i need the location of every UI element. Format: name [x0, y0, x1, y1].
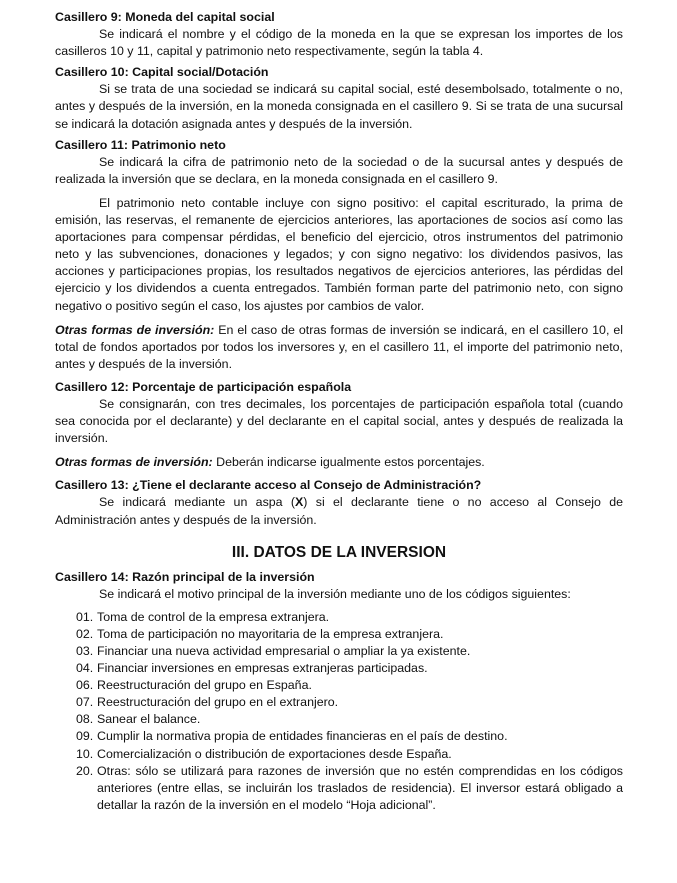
casillero-10-body: Si se trata de una sociedad se indicará su capital social, esté desembolsado, totalmente o no, antes y después de la inversión, en la moneda consignada en el casillero 9. Si se trata de una sucursal se indicará la dotación asignada antes y después de la inversión.	[55, 82, 623, 131]
list-item	[76, 746, 623, 763]
list-item	[76, 643, 623, 660]
list-item	[76, 626, 623, 643]
casillero-14-heading: Casillero 14: Razón principal de la inversión	[55, 569, 315, 584]
reason-codes-list	[55, 609, 623, 814]
casillero-11-body-2: El patrimonio neto contable incluye con signo positivo: el capital escriturado, la prima de emisión, las reservas, el remanente de ejercicios anteriores, las aportaciones de socios así como las aportaciones para compensar pérdidas, el beneficio del ejercicio, otros instrumentos del patrimonio neto y las subvenciones, donaciones y legados; y con signo negativo: los dividendos pasivos, las acciones y participaciones propias, los resultados negativos de ejercicios anteriores, las pérdidas del ejercicio y los dividendos a cuenta entregados. También forman parte del patrimonio neto, con signo negativo o positivo según el caso, los ajustes por cambios de valor.	[55, 195, 623, 313]
code-text: Sanear el balance.	[97, 712, 201, 727]
casillero-9-heading: Casillero 9: Moneda del capital social	[55, 10, 275, 24]
casillero-11-other-forms	[55, 322, 623, 373]
casillero-12-heading: Casillero 12: Porcentaje de participación española	[55, 379, 352, 394]
code-number: 07.	[76, 695, 94, 710]
other-forms-text: Deberán indicarse igualmente estos porcentajes.	[212, 455, 485, 470]
other-forms-text: En el caso de otras formas de inversión se indicará, en el casillero 10, el total de fondos aportados por todos los inversores y, en el casillero 11, el importe del patrimonio neto, antes y después de la inversión.	[55, 322, 623, 371]
code-number: 09.	[76, 729, 94, 744]
code-number: 01.	[76, 609, 94, 624]
casillero-9-body: Se indicará el nombre y el código de la moneda en la que se expresan los importes de los casilleros 10 y 11, capital y patrimonio neto respectivamente, según la tabla 4.	[55, 27, 623, 59]
code-text: Financiar inversiones en empresas extranjeras participadas.	[97, 661, 428, 676]
code-text: Toma de control de la empresa extranjera.	[97, 609, 330, 624]
document-page	[55, 9, 623, 814]
code-number: 03.	[76, 644, 94, 658]
code-text: Otras: sólo se utilizará para razones de inversión que no estén comprendidas en los códigos anteriores (entre ellas, se incluirán los traslados de residencia). El inversor estará obligado a detallar la razón de la inversión en el modelo “Hoja adicional”.	[97, 763, 623, 812]
casillero-11-body-1: Se indicará la cifra de patrimonio neto de la sociedad o de la sucursal antes y después de realizada la inversión que se declara, en la moneda consignada en el casillero 9.	[55, 154, 623, 186]
code-number: 10.	[76, 746, 94, 761]
other-forms-label: Otras formas de inversión:	[55, 455, 213, 470]
aspa-mark: X	[295, 495, 304, 510]
other-forms-label: Otras formas de inversión:	[55, 322, 215, 337]
casillero-13-body-pre: Se indicará mediante un aspa (	[99, 495, 296, 510]
list-item	[76, 711, 623, 728]
casillero-12-other-forms	[55, 454, 623, 471]
list-item	[76, 609, 623, 626]
casillero-14-intro: Se indicará el motivo principal de la inversión mediante uno de los códigos siguientes:	[99, 586, 571, 601]
casillero-13-heading: Casillero 13: ¿Tiene el declarante acceso al Consejo de Administración?	[55, 478, 482, 493]
code-text: Financiar una nueva actividad empresarial o ampliar la ya existente.	[97, 644, 471, 658]
casillero-10-heading: Casillero 10: Capital social/Dotación	[55, 65, 269, 80]
code-text: Reestructuración del grupo en el extranjero.	[97, 695, 339, 710]
code-number: 06.	[76, 678, 94, 693]
code-number: 08.	[76, 712, 94, 727]
casillero-11-heading: Casillero 11: Patrimonio neto	[55, 137, 226, 152]
code-text: Cumplir la normativa propia de entidades financieras en el país de destino.	[97, 729, 508, 744]
list-item	[76, 728, 623, 745]
casillero-13-body-post: ) si el declarante tiene o no acceso al Consejo de Administración antes y después de la inversión.	[55, 495, 623, 527]
code-number: 02.	[76, 626, 94, 641]
section-title: III. DATOS DE LA INVERSION	[231, 543, 447, 561]
code-text: Comercialización o distribución de exportaciones desde España.	[97, 746, 452, 761]
list-item	[76, 660, 623, 677]
code-text: Toma de participación no mayoritaria de la empresa extranjera.	[97, 626, 444, 641]
code-number: 20.	[76, 763, 94, 778]
list-item	[76, 763, 623, 814]
casillero-12-body: Se consignarán, con tres decimales, los porcentajes de participación española total (cuando sea conocida por el declarante) y del declarante en el capital social, antes y después de realizada la inversión.	[55, 396, 623, 446]
casillero-13-body	[55, 494, 623, 528]
list-item	[76, 694, 623, 711]
code-number: 04.	[76, 661, 94, 676]
code-text: Reestructuración del grupo en España.	[97, 678, 312, 693]
list-item	[76, 677, 623, 694]
